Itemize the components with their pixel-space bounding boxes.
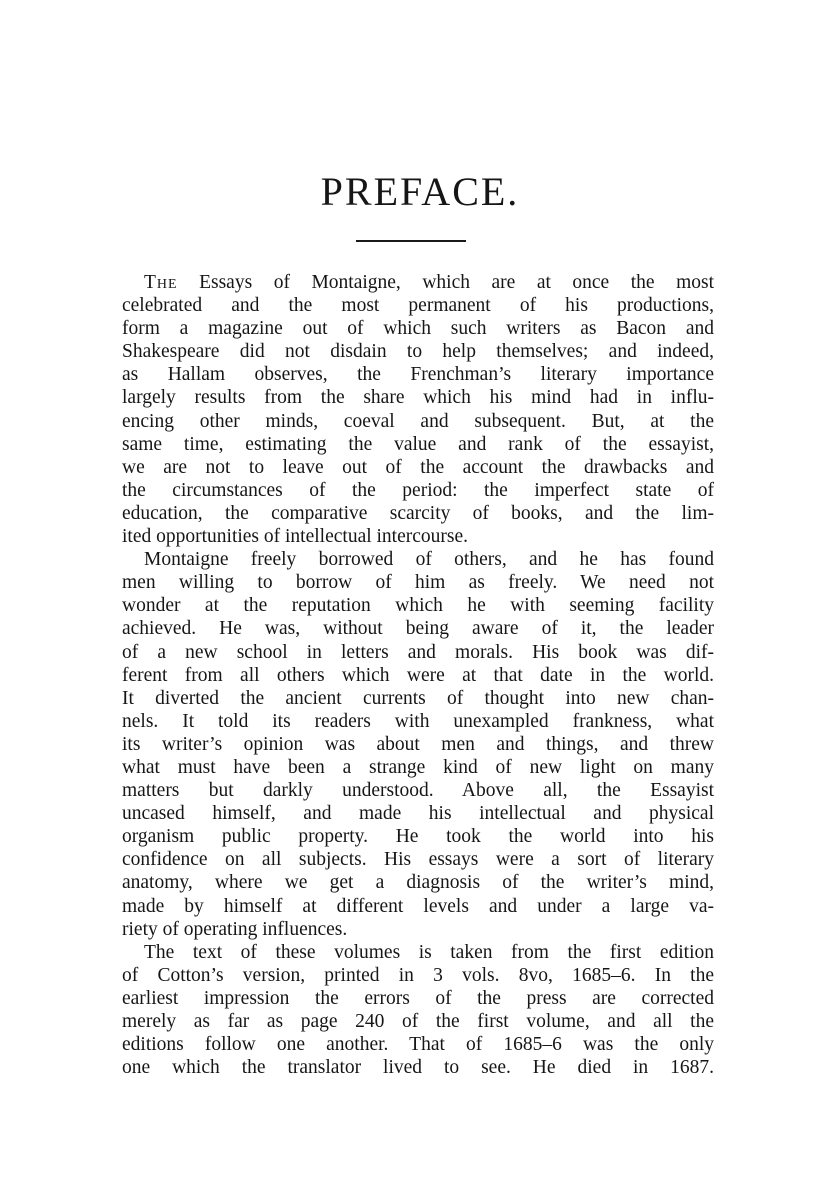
lead-word: The <box>144 272 178 293</box>
text-line: organism public property. He took the world into his <box>122 826 714 848</box>
text-line: largely results from the share which his mind had in influ- <box>122 387 714 409</box>
title-rule <box>356 240 466 242</box>
text-line: ited opportunities of intellectual intercourse. <box>122 526 469 548</box>
text-line: It diverted the ancient currents of thought into new chan- <box>122 687 714 709</box>
text-line: merely as far as page 240 of the first volume, and all the <box>122 1011 714 1032</box>
text-line: confidence on all subjects. His essays were a sort of literary <box>122 849 714 871</box>
text-line: uncased himself, and made his intellectual and physical <box>122 803 714 825</box>
paragraph-3 <box>122 941 714 1080</box>
text-line: made by himself at different levels and under a large va- <box>122 895 714 917</box>
text-line: editions follow one another. That of 1685–6 was the only <box>122 1034 714 1056</box>
text-line: matters but darkly understood. Above all, the Essayist <box>122 780 714 802</box>
text-line: Montaigne freely borrowed of others, and he has found <box>144 549 714 571</box>
text-line: earliest impression the errors of the press are corrected <box>122 987 714 1009</box>
text-line: celebrated and the most permanent of his productions, <box>122 295 714 317</box>
text-line: its writer’s opinion was about men and things, and threw <box>122 733 714 755</box>
text-line: education, the comparative scarcity of books, and the lim- <box>122 502 714 524</box>
text-line: The text of these volumes is taken from the first edition <box>144 941 714 963</box>
text-line: what must have been a strange kind of new light on many <box>122 756 714 778</box>
paragraph-2 <box>122 548 714 941</box>
page-title: PREFACE. <box>320 169 520 214</box>
text-line: the circumstances of the period: the imperfect state of <box>122 479 714 501</box>
text-line: men willing to borrow of him as freely. We need not <box>122 572 714 594</box>
text-line: Shakespeare did not disdain to help themselves; and indeed, <box>122 341 714 363</box>
text-line: encing other minds, coeval and subsequent. But, at the <box>122 410 714 432</box>
text-line: riety of operating influences. <box>122 918 348 940</box>
text-line: The Essays of Montaigne, which are at once the most <box>144 272 714 293</box>
text-line: nels. It told its readers with unexampled frankness, what <box>122 710 714 732</box>
text-line: wonder at the reputation which he with seeming facility <box>122 595 714 617</box>
text-line: achieved. He was, without being aware of it, the leader <box>122 618 714 640</box>
text-line: as Hallam observes, the Frenchman’s literary importance <box>122 364 714 386</box>
text-line: anatomy, where we get a diagnosis of the writer’s mind, <box>122 872 714 894</box>
text-line: we are not to leave out of the account the drawbacks and <box>122 456 714 478</box>
text-line: same time, estimating the value and rank of the essayist, <box>122 433 714 455</box>
paragraph-1 <box>122 271 714 548</box>
text-line: form a magazine out of which such writers as Bacon and <box>122 318 714 340</box>
text-line: one which the translator lived to see. He died in 1687. <box>122 1057 714 1079</box>
text-line: of Cotton’s version, printed in 3 vols. 8vo, 1685–6. In the <box>122 964 714 986</box>
text-line: of a new school in letters and morals. His book was dif- <box>122 641 714 663</box>
preface-body <box>122 271 714 1079</box>
text-line: ferent from all others which were at that date in the world. <box>122 664 714 686</box>
